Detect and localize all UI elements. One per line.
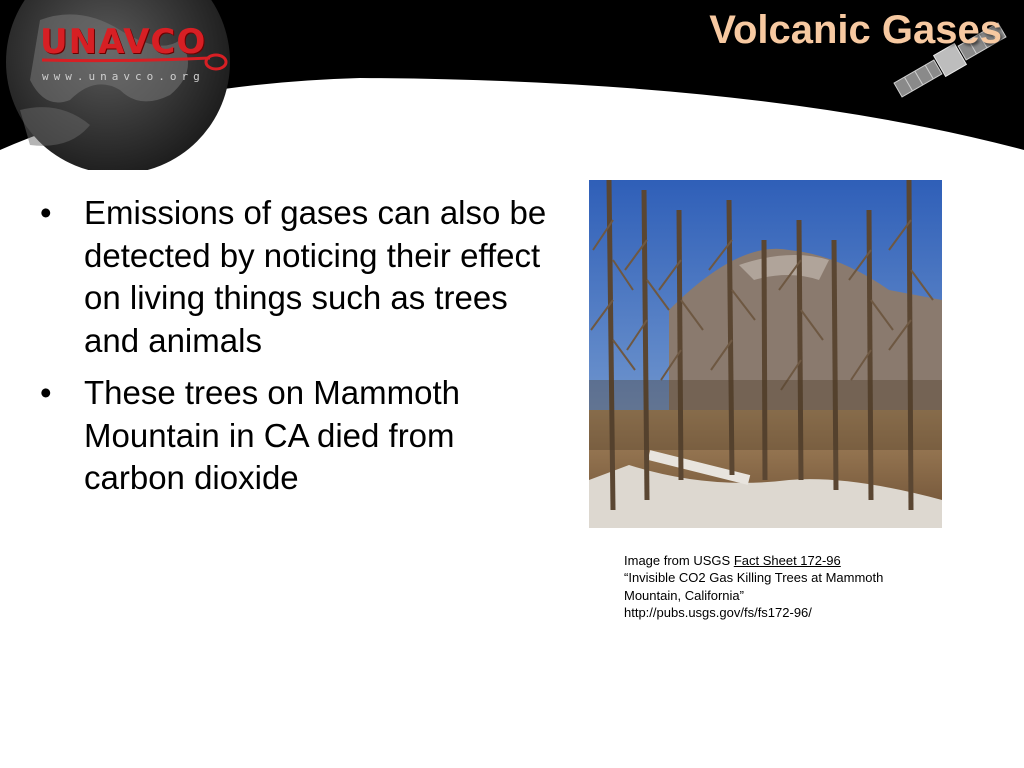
fact-sheet-link[interactable]: Fact Sheet 172-96 xyxy=(733,553,841,568)
bullet-list xyxy=(40,192,560,510)
bullet-point-icon: • xyxy=(40,194,52,231)
bullet-text: These trees on Mammoth Mountain in CA died from carbon dioxide xyxy=(84,374,460,496)
bullet-item xyxy=(40,372,560,500)
image-caption xyxy=(624,552,924,621)
logo-url-text: www.unavco.org xyxy=(42,70,205,83)
caption-url: http://pubs.usgs.gov/fs/fs172-96/ xyxy=(624,604,812,620)
slide-header xyxy=(0,0,1024,170)
bullet-text: Emissions of gases can also be detected by noticing their effect on living things such as trees and animals xyxy=(84,194,547,359)
caption-line-2: “Invisible CO2 Gas Killing Trees at Mammoth Mountain, California” xyxy=(624,570,884,603)
slide-title: Volcanic Gases xyxy=(709,8,1002,52)
caption-prefix: Image from USGS xyxy=(624,553,734,568)
caption-line-1 xyxy=(624,552,924,569)
dead-trees-photo xyxy=(589,180,942,528)
bullet-point-icon: • xyxy=(40,374,52,411)
unavco-logo: UNAVCO xyxy=(40,22,207,62)
bullet-item xyxy=(40,192,560,362)
